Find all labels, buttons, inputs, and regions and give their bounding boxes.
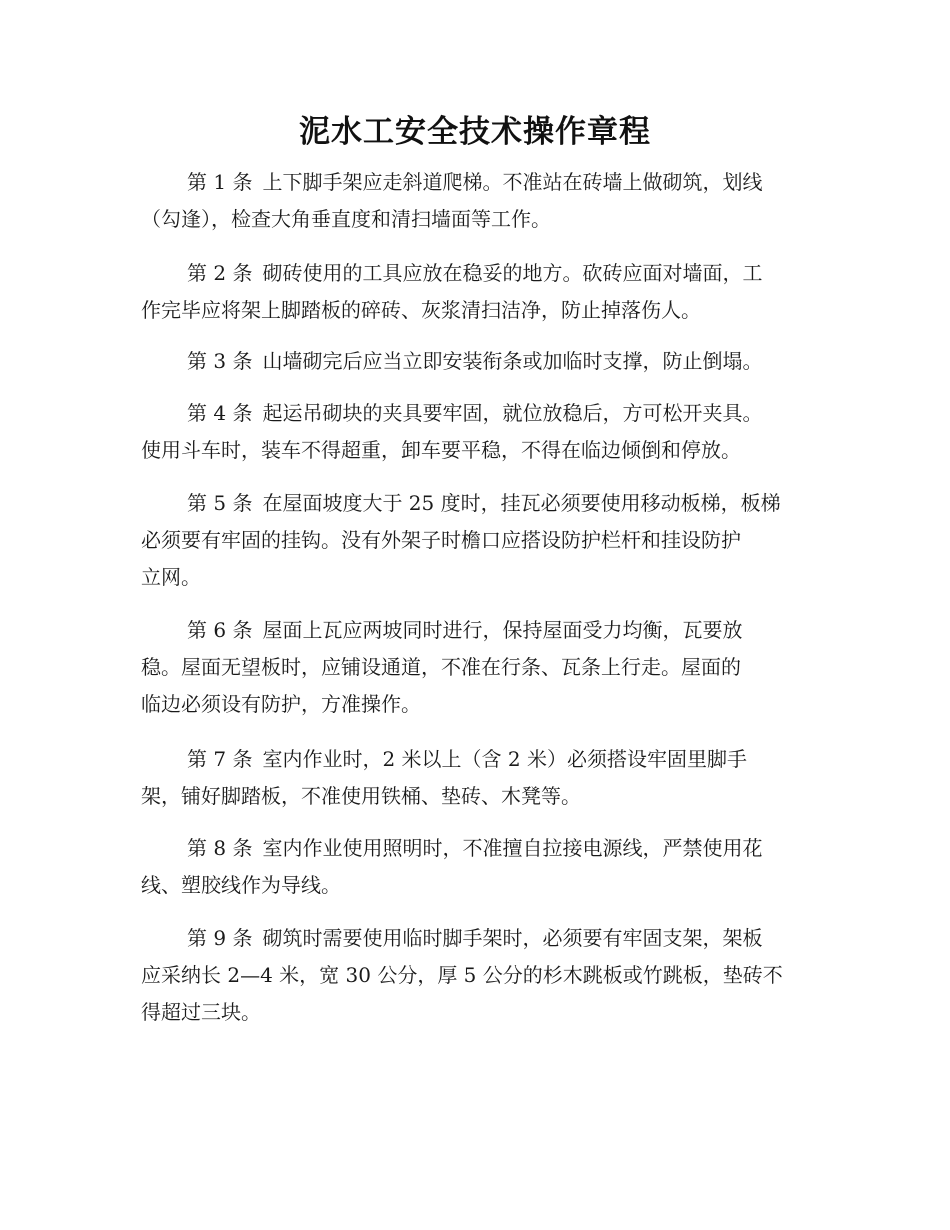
article-number: 第 7 条 [187,747,253,771]
article-line [141,164,813,201]
article-text: 砌筑时需要使用临时脚手架时，必须要有牢固支架，架板 [262,926,763,950]
article-line [141,741,813,778]
article-line [141,255,813,292]
article-line [141,395,813,432]
article-number: 第 2 条 [187,261,253,285]
article-line [141,830,813,867]
article-text: 室内作业时，2 米以上（含 2 米）必须搭设牢固里脚手 [262,747,747,771]
article-text: 在屋面坡度大于 25 度时，挂瓦必须要使用移动板梯，板梯 [262,491,781,515]
article-2 [141,255,813,329]
article-line: 必须要有牢固的挂钩。没有外架子时檐口应搭设防护栏杆和挂设防护 [141,528,741,552]
article-line: 得超过三块。 [141,1000,261,1024]
article-number: 第 4 条 [187,401,253,425]
article-line: 稳。屋面无望板时，应铺设通道，不准在行条、瓦条上行走。屋面的 [141,655,741,679]
article-line: 临边必须设有防护，方准操作。 [141,692,421,716]
article-line [141,485,813,522]
article-line: （勾逢），检查大角垂直度和清扫墙面等工作。 [141,207,551,231]
article-line [141,612,813,649]
article-text: 起运吊砌块的夹具要牢固，就位放稳后，方可松开夹具。 [262,401,763,425]
article-7 [141,741,813,815]
article-line: 立网。 [141,565,201,589]
article-line [141,343,813,380]
article-5 [141,485,813,596]
article-number: 第 3 条 [187,349,253,373]
article-line [141,920,813,957]
article-text: 砌砖使用的工具应放在稳妥的地方。砍砖应面对墙面，工 [262,261,763,285]
article-3 [141,343,813,380]
article-8 [141,830,813,904]
article-line: 应采纳长 2—4 米，宽 30 公分，厚 5 公分的杉木跳板或竹跳板，垫砖不 [141,963,783,987]
article-number: 第 5 条 [187,491,253,515]
article-text: 屋面上瓦应两坡同时进行，保持屋面受力均衡，瓦要放 [262,618,743,642]
article-text: 上下脚手架应走斜道爬梯。不准站在砖墙上做砌筑，划线 [262,170,763,194]
article-line: 使用斗车时，装车不得超重，卸车要平稳，不得在临边倾倒和停放。 [141,438,741,462]
article-number: 第 6 条 [187,618,253,642]
article-text: 室内作业使用照明时，不准擅自拉接电源线，严禁使用花 [262,836,763,860]
article-9 [141,920,813,1031]
document-title: 泥水工安全技术操作章程 [299,114,651,150]
article-text: 山墙砌完后应当立即安装衔条或加临时支撑，防止倒塌。 [262,349,763,373]
article-number: 第 8 条 [187,836,253,860]
article-4 [141,395,813,469]
article-number: 第 9 条 [187,926,253,950]
article-line: 作完毕应将架上脚踏板的碎砖、灰浆清扫洁净，防止掉落伤人。 [141,298,701,322]
article-6 [141,612,813,723]
article-1 [141,164,813,238]
article-number: 第 1 条 [187,170,253,194]
article-line: 架，铺好脚踏板，不准使用铁桶、垫砖、木凳等。 [141,784,581,808]
article-line: 线、塑胶线作为导线。 [141,873,341,897]
